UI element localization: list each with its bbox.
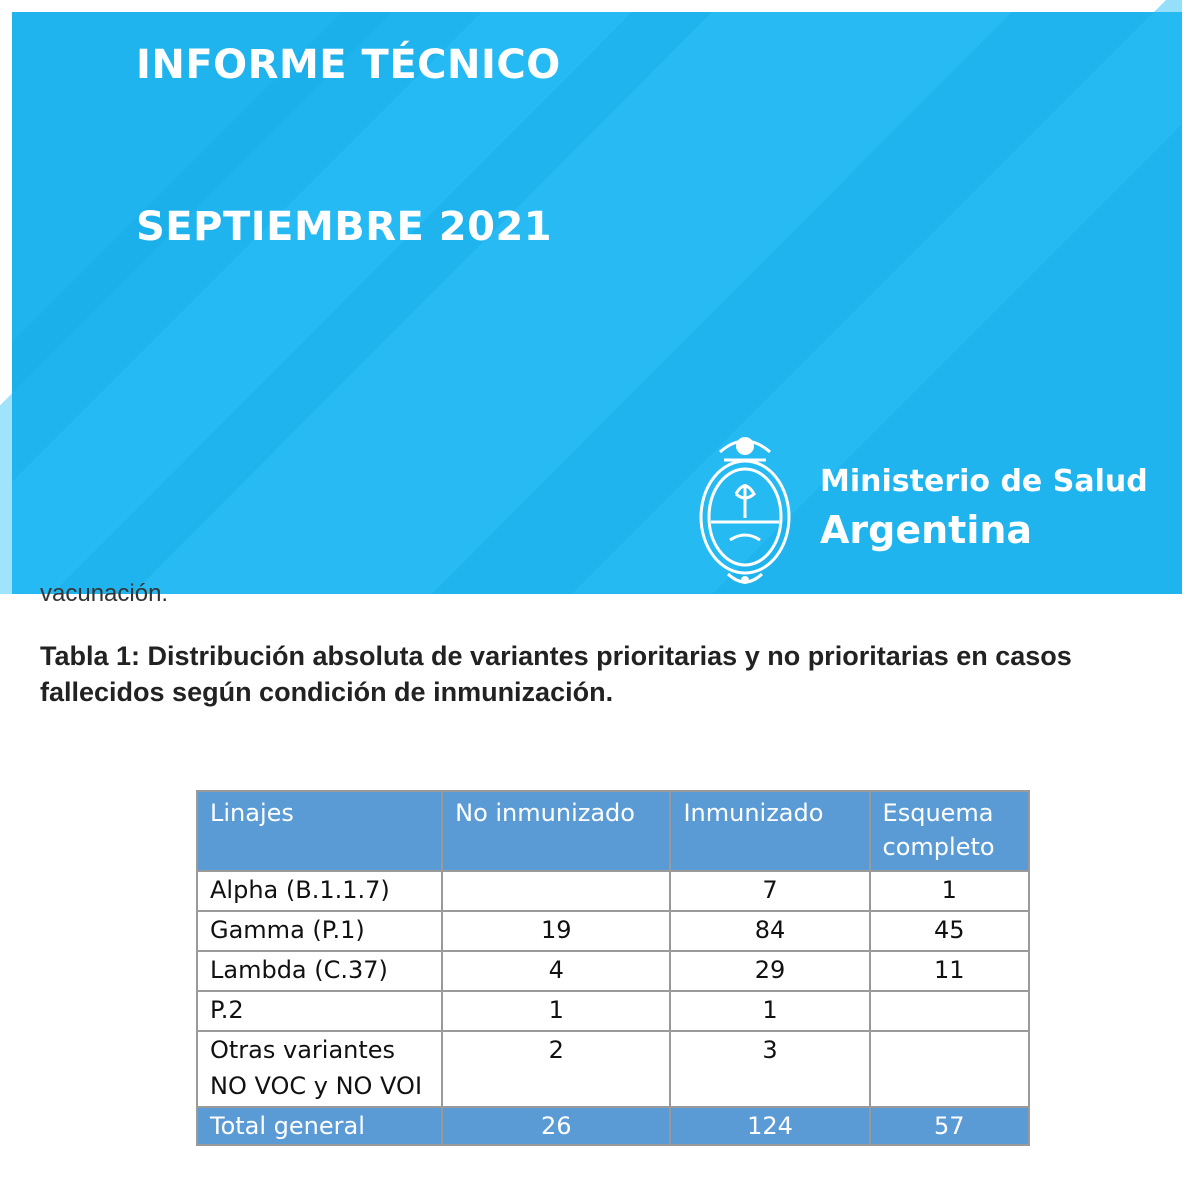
- header-esquema-completo: Esquema completo: [870, 791, 1029, 871]
- variants-table: [196, 790, 1030, 1146]
- table-row: [197, 1031, 1029, 1107]
- lineage-cell: Lambda (C.37): [197, 951, 442, 991]
- inmunizado-cell: 7: [670, 871, 869, 911]
- table-row: [197, 991, 1029, 1031]
- header-no-inmunizado: No inmunizado: [442, 791, 670, 871]
- table-total-row: [197, 1107, 1029, 1145]
- no-inmunizado-cell: 1: [442, 991, 670, 1031]
- esquema-completo-cell: [870, 1031, 1029, 1107]
- report-date: SEPTIEMBRE 2021: [136, 204, 553, 250]
- no-inmunizado-cell: 19: [442, 911, 670, 951]
- table-row: [197, 951, 1029, 991]
- country-name: Argentina: [820, 508, 1033, 552]
- inmunizado-cell: 1: [670, 991, 869, 1031]
- total-esquema-completo-cell: 57: [870, 1107, 1029, 1145]
- inmunizado-cell: 3: [670, 1031, 869, 1107]
- lineage-cell: Otras variantes NO VOC y NO VOI: [197, 1031, 442, 1107]
- esquema-completo-cell: 1: [870, 871, 1029, 911]
- esquema-completo-cell: 11: [870, 951, 1029, 991]
- report-cover-banner: [12, 12, 1182, 594]
- ministry-name: Ministerio de Salud: [820, 464, 1148, 499]
- coat-of-arms-icon: [690, 422, 800, 592]
- report-title: INFORME TÉCNICO: [136, 42, 561, 88]
- total-inmunizado-cell: 124: [670, 1107, 869, 1145]
- inmunizado-cell: 84: [670, 911, 869, 951]
- no-inmunizado-cell: [442, 871, 670, 911]
- header-inmunizado: Inmunizado: [670, 791, 869, 871]
- cut-off-text: [40, 580, 240, 610]
- no-inmunizado-cell: 2: [442, 1031, 670, 1107]
- table-header-row: [197, 791, 1029, 871]
- lineage-cell: P.2: [197, 991, 442, 1031]
- lineage-cell: Alpha (B.1.1.7): [197, 871, 442, 911]
- header-linajes: Linajes: [197, 791, 442, 871]
- table-row: [197, 911, 1029, 951]
- inmunizado-cell: 29: [670, 951, 869, 991]
- no-inmunizado-cell: 4: [442, 951, 670, 991]
- diagonal-stripes-decoration: [12, 12, 1182, 594]
- esquema-completo-cell: 45: [870, 911, 1029, 951]
- table-row: [197, 871, 1029, 911]
- esquema-completo-cell: [870, 991, 1029, 1031]
- cut-off-text-content: vacunación.: [40, 580, 169, 607]
- total-no-inmunizado-cell: 26: [442, 1107, 670, 1145]
- lineage-cell: Gamma (P.1): [197, 911, 442, 951]
- total-label-cell: Total general: [197, 1107, 442, 1145]
- table-caption: Tabla 1: Distribución absoluta de variantes prioritarias y no prioritarias en casos fallecidos según condición de inmunización.: [40, 641, 1072, 707]
